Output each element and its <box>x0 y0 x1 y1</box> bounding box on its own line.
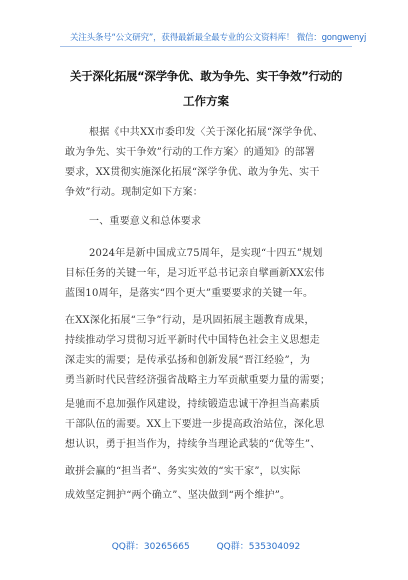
body-line: 深走实的需要；是传承弘扬和创新发展“晋江经验”，为 <box>65 355 311 366</box>
footer-qq-group-2: QQ群：535304092 <box>216 542 301 552</box>
body-line: 蓝图10周年，是落实“四个更大”重要要求的关键一年。 <box>65 288 314 299</box>
body-line: 要求，XX贯彻实施深化拓展“深学争优、敢为争先、实干 <box>65 167 320 178</box>
body-line: 争效”行动。现制定如下方案： <box>65 187 203 198</box>
body-line: 根据《中共XX市委印发〈关于深化拓展“深学争优、 <box>89 127 324 138</box>
footer-qq-group-1: QQ群：30265665 <box>111 542 190 552</box>
body-line: 敢拼会赢的“担当者”、务实实效的“实干家”，以实际 <box>65 466 301 477</box>
body-line: 干部队伍的需要。XX上下要进一步提高政治站位，深化思 <box>65 419 325 430</box>
document-title-line-1: 关于深化拓展“深学争优、敢为争先、实干争效”行动的 <box>69 69 343 83</box>
body-line: 2024年是新中国成立75周年，是实现“十四五”规划 <box>89 248 323 259</box>
section-heading: 一、重要意义和总体要求 <box>89 216 202 227</box>
body-line: 勇当新时代民营经济强省战略主力军贡献重要力量的需要； <box>65 375 331 386</box>
header-divider <box>60 46 352 47</box>
body-line: 敢为争先、实干争效”行动的工作方案〉的通知》的部署 <box>65 147 316 158</box>
body-line: 是驰而不息加强作风建设，持续锻造忠诚干净担当高素质 <box>65 399 320 410</box>
header-promo-text: 关注头条号“公文研究”，获得最新最全最专业的公文资料库！ 微信：gongwenyj <box>70 33 367 43</box>
body-line: 持续推动学习贯彻习近平新时代中国特色社会主义思想走 <box>65 335 320 346</box>
body-line: 在XX深化拓展“三争”行动，是巩固拓展主题教育成果， <box>65 315 315 326</box>
document-title-line-2: 工作方案 <box>183 94 229 108</box>
footer-contacts <box>60 539 352 552</box>
body-line: 想认识，勇于担当作为，持续争当理论武装的“优等生”、 <box>65 439 321 450</box>
body-line: 目标任务的关键一年，是习近平总书记亲自擘画新XX宏伟 <box>65 268 325 279</box>
body-line: 成效坚定拥护“两个确立”、坚决做到“两个维护”。 <box>65 490 291 501</box>
